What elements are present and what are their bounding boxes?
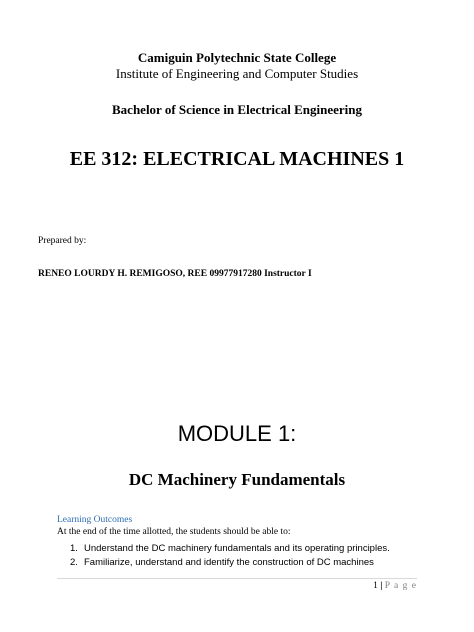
list-item-number: 1. <box>70 543 78 554</box>
page-separator: | <box>380 581 383 591</box>
institute-name: Institute of Engineering and Computer Studies <box>115 66 359 81</box>
list-item-text: Familiarize, understand and identify the construction of DC machines <box>84 557 374 568</box>
learning-outcomes-heading: Learning Outcomes <box>57 515 133 525</box>
learning-outcomes-list <box>70 542 390 570</box>
page-number: 1 <box>373 581 378 591</box>
list-item <box>70 542 390 556</box>
footer-divider <box>57 578 417 579</box>
page-footer <box>373 581 417 591</box>
prepared-by-label: Prepared by: <box>38 236 87 246</box>
learning-outcomes-intro: At the end of the time allotted, the students should be able to: <box>57 527 291 537</box>
page-label: P a g e <box>384 581 417 591</box>
preparer-details: RENEO LOURDY H. REMIGOSO, REE 09977917280 Instructor I <box>38 269 312 279</box>
course-title: EE 312: ELECTRICAL MACHINES 1 <box>69 148 405 170</box>
list-item <box>70 556 390 570</box>
list-item-number: 2. <box>70 557 78 568</box>
module-subtitle: DC Machinery Fundamentals <box>128 470 346 489</box>
program-name: Bachelor of Science in Electrical Engineering <box>112 102 362 117</box>
list-item-text: Understand the DC machinery fundamentals and its operating principles. <box>84 543 390 554</box>
module-title: MODULE 1: <box>177 421 297 446</box>
college-name: Camiguin Polytechnic State College <box>137 50 337 65</box>
